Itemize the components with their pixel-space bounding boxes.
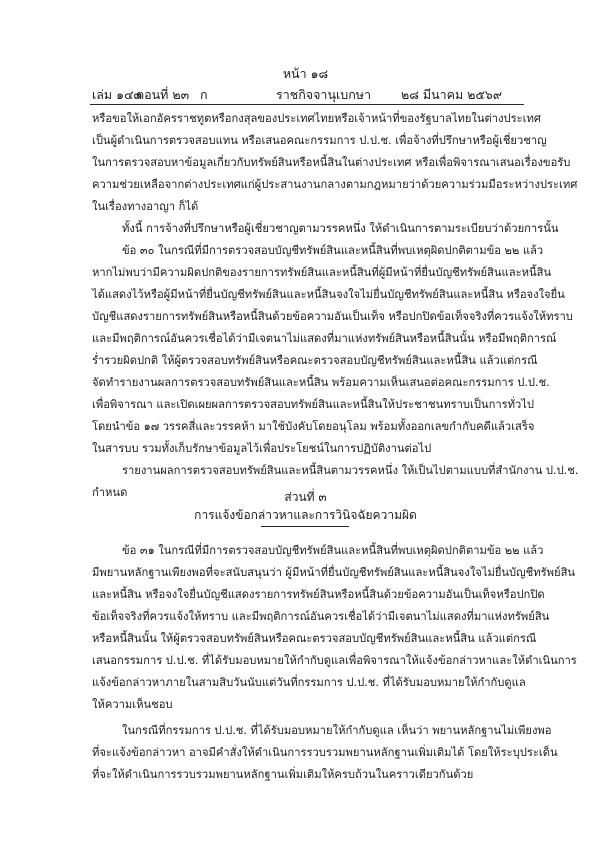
text-line: ในการตรวจสอบหาข้อมูลเกี่ยวกับทรัพย์สินหรือหนี้สินในต่างประเทศ หรือเพื่อพิจารณาเสนอเรื่องขอรับ [92, 156, 571, 169]
page-number: หน้า ๑๘ [282, 66, 329, 81]
text-line: หรือขอให้เอกอัครราชทูตหรือกงสุลของประเทศไทยหรือเจ้าหน้าที่ของรัฐบาลไทยในต่างประเทศ [92, 112, 541, 125]
header-divider [90, 104, 524, 105]
section-spacer [0, 470, 611, 490]
text-line: จัดทำรายงานผลการตรวจสอบทรัพย์สินและหนี้สิน พร้อมความเห็นเสนอต่อคณะกรรมการ ป.ป.ช. [92, 376, 550, 389]
text-line: ได้แสดงไว้หรือผู้มีหน้าที่ยื่นบัญชีทรัพย์สินและหนี้สินจงใจไม่ยื่นบัญชีทรัพย์สินและหนี้สิน หรือจงใจยื่น [92, 288, 565, 301]
text-line: กำหนด [92, 486, 128, 499]
text-line: เสนอกรรมการ ป.ป.ช. ที่ได้รับมอบหมายให้กำกับดูแลเพื่อพิจารณาให้แจ้งข้อกล่าวหาและให้ดำเนินการ [92, 654, 577, 667]
text-line: ในเรื่องทางอาญา ก็ได้ [92, 200, 199, 213]
text-line: ทั้งนี้ การจ้างที่ปรึกษาหรือผู้เชี่ยวชาญตามวรรคหนึ่ง ให้ดำเนินการตามระเบียบว่าด้วยการนั้น [122, 222, 559, 235]
text-line: ในสารบบ รวมทั้งเก็บรักษาข้อมูลไว้เพื่อประโยชน์ในการปฏิบัติงานต่อไป [92, 442, 432, 455]
text-line: ที่จะแจ้งข้อกล่าวหา อาจมีคำสั่งให้ดำเนินการรวบรวมพยานหลักฐานเพิ่มเติมได้ โดยให้ระบุประเด็น [92, 746, 558, 759]
paragraph-1 [92, 108, 578, 218]
text-line: เพื่อพิจารณา และเปิดเผยผลการตรวจสอบทรัพย์สินและหนี้สินให้ประชาชนทราบเป็นการทั่วไป [92, 398, 535, 411]
gazette-title: ราชกิจจานุเบกษา [276, 87, 372, 102]
text-line: ความช่วยเหลือจากต่างประเทศแก่ผู้ประสานงานกลางตามกฎหมายว่าด้วยความร่วมมือระหว่างประเทศ [92, 178, 578, 191]
text-line: ข้อเท็จจริงที่ควรแจ้งให้ทราบ และมีพฤติการณ์อันควรเชื่อได้ว่ามีเจตนาไม่แสดงที่มาแห่งทรัพย์สิน [92, 610, 550, 623]
text-line: ข้อ ๓๑ ในกรณีที่มีการตรวจสอบบัญชีทรัพย์สินและหนี้สินที่พบเหตุผิดปกติตามข้อ ๒๒ แล้ว [122, 544, 544, 557]
text-line: มีพยานหลักฐานเพียงพอที่จะสนับสนุนว่า ผู้มีหน้าที่ยื่นบัญชีทรัพย์สินและหนี้สินจงใจไม่ยื่นบัญชีทรัพย์สิน [92, 566, 576, 579]
text-line: บัญชีแสดงรายการทรัพย์สินหรือหนี้สินด้วยข้อความอันเป็นเท็จ หรือปกปิดข้อเท็จจริงที่ควรแจ้งให้ทราบ [92, 310, 573, 323]
section-number: ส่วนที่ ๓ [284, 490, 327, 504]
text-line: หากไม่พบว่ามีความผิดปกติของรายการทรัพย์สินและหนี้สินที่ผู้มีหน้าที่ยื่นบัญชีทรัพย์สินและหนี้สิน [92, 266, 552, 279]
volume-label: เล่ม ๑๔๓ [92, 87, 143, 102]
clause-31 [92, 540, 577, 716]
clause-30 [92, 240, 573, 460]
publication-date: ๒๘ มีนาคม ๒๕๖๙ [401, 87, 503, 102]
text-line: หรือหนี้สินนั้น ให้ผู้ตรวจสอบทรัพย์สินหรือคณะตรวจสอบบัญชีทรัพย์สินและหนี้สิน แล้วแต่กรณี [92, 632, 537, 645]
part-label: ตอนที่ ๒๓ [136, 87, 190, 102]
text-line: แจ้งข้อกล่าวหาภายในสามสิบวันนับแต่วันที่กรรมการ ป.ป.ช. ที่ได้รับมอบหมายให้กำกับดูแล [92, 676, 526, 689]
text-line: ให้ความเห็นชอบ [92, 698, 173, 711]
section-title: การแจ้งข้อกล่าวหาและการวินิจฉัยความผิด [194, 508, 417, 522]
paragraph-2 [92, 218, 559, 240]
text-line: และหนี้สิน หรือจงใจยื่นบัญชีแสดงรายการทรัพย์สินหรือหนี้สินด้วยข้อความอันเป็นเท็จหรือปกปิด [92, 588, 545, 601]
text-line: เป็นผู้ดำเนินการตรวจสอบแทน หรือเสนอคณะกรรมการ ป.ป.ช. เพื่อจ้างที่ปรึกษาหรือผู้เชี่ยวชาญ [92, 134, 547, 147]
text-line: ร่ำรวยผิดปกติ ให้ผู้ตรวจสอบทรัพย์สินหรือคณะตรวจสอบบัญชีทรัพย์สินและหนี้สิน แล้วแต่กรณี [92, 354, 538, 367]
text-line: และมีพฤติการณ์อันควรเชื่อได้ว่ามีเจตนาไม่แสดงที่มาแห่งทรัพย์สินหรือหนี้สินนั้น หรือมีพฤติการณ์ [92, 332, 557, 345]
text-line: โดยนำข้อ ๑๗ วรรคสี่และวรรคห้า มาใช้บังคับโดยอนุโลม พร้อมทั้งออกเลขกำกับคดีแล้วเสร็จ [92, 420, 535, 433]
text-line: ข้อ ๓๐ ในกรณีที่มีการตรวจสอบบัญชีทรัพย์สินและหนี้สินที่พบเหตุผิดปกติตามข้อ ๒๒ แล้ว [122, 244, 544, 257]
text-line: ที่จะให้ดำเนินการรวบรวมพยานหลักฐานเพิ่มเติมให้ครบถ้วนในคราวเดียวกันด้วย [92, 768, 474, 781]
text-line: รายงานผลการตรวจสอบทรัพย์สินและหนี้สินตามวรรคหนึ่ง ให้เป็นไปตามแบบที่สำนักงาน ป.ป.ช. [122, 464, 579, 477]
section-divider [261, 526, 349, 527]
section-letter: ก [200, 87, 208, 102]
paragraph-6 [92, 720, 558, 786]
text-line: ในกรณีที่กรรมการ ป.ป.ช. ที่ได้รับมอบหมายให้กำกับดูแล เห็นว่า พยานหลักฐานไม่เพียงพอ [122, 724, 552, 737]
